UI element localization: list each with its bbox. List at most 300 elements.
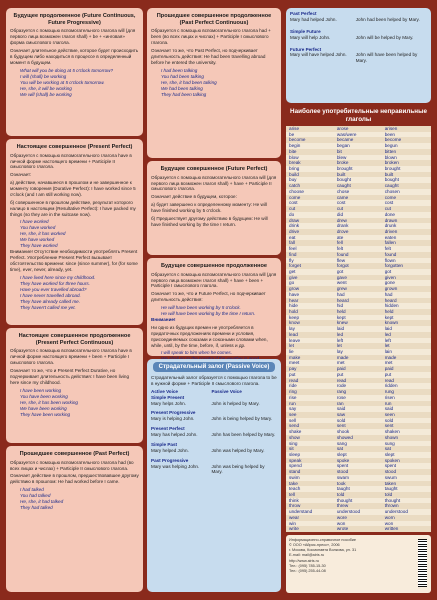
rule-text: Образуется с помощью вспомогательного глагола had (во всех лицах и числах) + Participle II смыслового глагола. [10,459,134,471]
passive-voice-header: Страдательный залог (Passive Voice) [153,362,275,372]
verb-participle: met [384,360,393,366]
verb-past: wore [336,514,347,520]
verb-past: bit [336,148,342,154]
verb-participle: driven [384,228,398,234]
verb-past: stood [336,469,349,475]
verb-infinitive: build [289,171,299,177]
verb-infinitive: read [289,377,299,383]
verb-infinitive: fly [289,257,294,263]
verb-participle: read [384,377,394,383]
verb-participle: sent [384,423,394,429]
publisher-info [286,535,431,593]
verb-past: fell [336,240,343,246]
verb-participle: built [384,171,394,177]
verb-infinitive: give [289,274,298,280]
verb-infinitive: cost [289,200,298,206]
verb-past: led [336,331,344,337]
verb-participle: won [384,520,394,526]
verb-past: was/were [336,131,357,137]
verb-infinitive: throw [289,503,301,509]
verb-past: found [336,251,349,257]
passive-example: John had been helped by Mary. [355,16,420,22]
example: You have been working [20,393,68,399]
footer-line: Тел.: (095) 255-44-08 [289,568,326,573]
example: I will (shall) be working [20,73,67,79]
attention-label: Внимание! [151,317,176,323]
verb-past: laid [336,326,345,332]
verb-participle: drunk [384,223,397,229]
verb-participle: bought [384,177,399,183]
footer-line: Тел.: (095) 785-15-30 [289,563,326,568]
verb-past: forgot [336,263,349,269]
rule-text: Образуется с помощью вспомогательного глагола have в личной форме настоящего времени + Participle II смыслового глагола. [10,152,132,170]
footer-line: © ООО «Айрис-пресс», 2006 [289,543,340,548]
verb-past: lay [336,349,343,355]
verb-past: bought [336,177,352,183]
verb-past: swam [336,474,349,480]
tense-label: Simple Present [151,394,185,400]
section-title: Будущее совершенное продолженное [161,263,267,269]
barcode-icon [418,539,427,587]
verb-infinitive: catch [289,183,301,189]
section-title: Прошедшее совершенное (Past Perfect) [19,451,130,457]
verb-participle: told [384,492,393,497]
passive-example: John will have been helped by Mary. [355,52,418,64]
verb-participle: found [384,251,397,257]
verb-past: put [336,371,344,377]
rule-text: Образуется с помощью вспомогательного глагола will (для первого лица возможен глагол shall) + have + Participle II смыслового глагола. [151,174,277,192]
verb-participle: shaken [384,429,400,435]
passive-example: John was helped by Mary. [211,447,265,453]
section-title: Настоящее совершенное (Present Perfect) [16,144,133,150]
verb-participle: kept [384,314,394,320]
verb-infinitive: break [289,160,301,166]
verb-past: felt [336,246,344,252]
verb-participle: laid [384,326,392,332]
verb-past: caught [336,183,351,189]
verb-participle: heard [384,297,397,303]
verb-participle: put [384,371,392,377]
irregular-verbs-list [286,126,431,532]
verb-participle: thought [384,497,401,503]
verb-participle: rung [384,389,394,395]
meaning-text: Означает то же, что и Present Perfect Durative, но подчеркивает длительность действия: I have been living here since my childhood. [10,368,130,385]
meaning-a: а) действие, начавшееся в прошлом и не завершенное к моменту говорения (Durative Perfect): I have worked since 5 o'clock (and I am still working now). [10,180,136,197]
verb-infinitive: tell [289,492,295,497]
meaning-label: Означает действие в будущем, которое: [151,194,237,200]
section-title: Будущее продолженное (Future Continuous, Future Progressive) [13,13,136,26]
verb-infinitive: speak [289,457,302,463]
passive-voice-panel [147,359,281,592]
verb-infinitive: feel [289,246,297,252]
footer-line: г. Москва, Космонавта Волкова, ул. 31 [289,548,357,553]
verb-past: understood [336,509,361,515]
present-perfect-continuous-panel [6,328,143,443]
verb-participle: given [384,274,396,280]
verb-past: took [336,480,346,486]
verb-past: left [336,337,344,343]
passive-voice-continued-panel [286,8,431,103]
example: I had been talking [161,67,198,73]
rule-text: Страдательный залог образуется с помощью глагола to be в нужной форме + Participle II смыслового глагола. [151,375,277,386]
verb-infinitive: put [289,371,296,377]
verb-past: ate [336,234,344,240]
verb-participle: come [384,194,397,200]
example: I have lived here since my childhood. [20,274,96,280]
example: I have worked [20,219,49,225]
verb-participle: taught [384,486,398,492]
verb-participle: become [384,137,402,143]
verb-past: read [336,377,347,383]
example: They have already called me. [20,298,81,304]
verb-participle: said [384,406,394,412]
verb-infinitive: arise [289,126,300,131]
verb-infinitive: find [289,251,297,257]
example: I have been working [20,387,62,393]
verb-infinitive: say [289,406,297,412]
col-header-active: Active Voice [151,388,178,394]
footer-line: Информационно-справочное пособие [289,538,357,542]
verb-infinitive: sit [289,446,294,452]
passive-example: John has been helped by Mary. [211,432,276,437]
example: Have you ever travelled abroad? [20,286,87,292]
past-perfect-continuous-panel [147,8,281,158]
verb-infinitive: wear [289,514,300,520]
verb-participle: sold [384,417,394,423]
verb-infinitive: sing [289,440,298,446]
verb-past: heard [336,297,349,303]
verb-participle: stood [384,469,397,475]
footer-line: http://www.airis.ru [289,558,319,563]
verb-infinitive: take [289,480,298,486]
verb-participle: sat [384,446,391,452]
verb-infinitive: pay [289,366,297,372]
verb-past: drove [336,228,349,234]
verb-past: brought [336,166,353,172]
active-example: Mary has helped John. [151,432,198,437]
rule-text: Образуется с помощью вспомогательного глагола will (для первого лица возможен глагол shall) + be + «инговая» форма смыслового глагола. [10,28,136,46]
verb-infinitive: eat [289,234,296,240]
example: You have worked [20,225,56,231]
attention-note: Ни одно из будущих времен не употребляется в придаточных предложениях времени и условия, присоединяемых союзами и союзными словами when, while, until, by the time, before, if, unless и др. [151,324,268,348]
verb-infinitive: keep [289,314,300,320]
voice-table-continued [290,11,427,64]
tense-label: Future Perfect [290,46,322,52]
verb-infinitive: buy [289,177,297,183]
verb-infinitive: drive [289,228,300,234]
verb-participle: written [384,526,399,532]
verb-past: blew [336,154,347,160]
passive-example: John is being helped by Mary. [211,416,273,422]
tense-label: Present Perfect [151,426,185,432]
example: You had talked [20,493,51,499]
future-continuous-panel [6,8,143,136]
verb-infinitive: show [289,434,300,440]
example: They had talked [20,505,53,511]
verb-infinitive: come [289,194,301,200]
verb-participle: let [384,343,390,349]
meaning-b: б) Предшествует другому действию в будущем: He will have finished working by the time I return. [151,215,268,227]
verb-participle: flown [384,257,396,263]
example: I had talked [20,487,44,493]
verb-past: paid [336,366,346,372]
verb-past: hid [336,303,344,309]
meaning-text: Означает то же, что и Future Perfect, но подчеркивает длительность действия: [151,291,266,303]
rule-text: Образуется с помощью вспомогательного глагола had + been (во всех лицах и числах) + Participle I смыслового глагола. [151,28,271,46]
verb-past: drank [336,223,349,229]
verb-past: told [336,492,345,497]
verb-past: wrote [336,526,349,532]
verb-past: grew [336,286,347,292]
verb-past: sat [336,446,344,452]
irregular-verbs-title: Наиболее употребительные неправильные глаголы [290,108,427,123]
verb-participle: taken [384,480,397,486]
verb-participle: paid [384,366,394,372]
verb-past: arose [336,126,349,131]
example: We have worked [20,237,55,243]
verb-infinitive: write [289,526,299,532]
verb-infinitive: ring [289,389,297,395]
verb-past: taught [336,486,350,492]
verb-participle: lain [384,349,392,355]
verb-participle: blown [384,154,397,160]
tense-label: Past Perfect [290,11,317,16]
active-example: Mary helps John. [151,400,186,406]
example: They have been working [20,411,71,417]
example: He will have been working by the time I return. [161,311,256,317]
verb-infinitive: leave [289,337,301,343]
verb-past: sold [336,417,346,423]
tense-label: Present Progressive [151,410,196,416]
verb-past: sang [336,440,347,446]
verb-infinitive: think [289,497,299,503]
verb-participle: begun [384,143,398,149]
example: He, she, it has been working [20,399,78,405]
verb-participle: worn [384,514,395,520]
verb-participle: chosen [384,188,400,194]
verb-past: slept [336,451,347,457]
verb-participle: caught [384,183,399,189]
verb-participle: broken [384,160,399,166]
verb-past: spoke [336,457,350,463]
verb-infinitive: grow [289,286,300,292]
past-perfect-panel [6,446,143,592]
passive-example: John was being helped by Mary. [211,463,265,475]
verb-participle: spent [384,463,397,469]
verb-past: said [336,406,346,412]
verb-past: showed [336,434,353,440]
active-example: Mary will have helped John. [290,52,347,58]
example: He will have been working by 5 o'clock. [161,305,241,311]
verb-participle: spoken [384,457,400,463]
example: We have been working [20,405,67,411]
rule-text: Образуется с помощью вспомогательного глагола have в личной форме настоящего времени + been + Participle I смыслового глагола. [10,348,132,366]
verb-infinitive: begin [289,143,301,149]
verb-infinitive: lead [289,331,298,337]
verb-infinitive: run [289,400,296,406]
verb-infinitive: make [289,354,301,360]
verb-participle: brought [384,166,401,172]
verb-participle: made [384,354,397,360]
voice-table [151,389,277,476]
verb-infinitive: drink [289,223,300,229]
verb-past: got [336,268,344,274]
verb-past: did [336,211,344,217]
verb-participle: drawn [384,217,398,223]
verb-participle: ridden [384,383,398,389]
verb-infinitive: ride [289,383,297,389]
verb-participle: eaten [384,234,397,240]
verb-infinitive: forget [289,263,301,269]
verb-infinitive: get [289,268,296,274]
example: I have never travelled abroad. [20,292,81,298]
verb-past: held [336,309,346,314]
verb-infinitive: go [289,280,295,286]
verb-past: built [336,171,346,177]
example: He, she, it had been talking [161,79,217,85]
verb-participle: been [384,131,396,137]
example: They have worked for three hours. [20,280,90,286]
verb-participle: bitten [384,148,397,154]
example: He, she, it had talked [20,499,64,505]
future-perfect-panel [147,161,281,255]
active-example: Mary had helped John. [290,16,337,22]
meaning-b: б) совершенное в прошлом действие, результат которого налицо в настоящем (Resultative Perfect): I have packed my things (so they are in the suitcase now). [10,199,136,217]
example: He, she, it will be working [20,85,72,91]
verb-participle: swum [384,474,397,480]
verb-infinitive: know [289,320,300,326]
example-question: What will you be doing at 5 o'clock tomorrow? [20,67,114,73]
verb-past: rang [336,389,347,395]
verb-past: let [336,343,342,349]
verb-infinitive: cut [289,206,296,212]
section-title: Настоящее совершенное продолженное (Present Perfect Continuous) [18,333,131,346]
verb-infinitive: do [289,211,295,217]
verb-infinitive: fall [289,240,295,246]
present-perfect-panel [6,139,143,325]
meaning-text: Означает действие в прошлом, предшествовавшее другому действию в прошлом: He had worked before I came. [10,473,139,485]
example: You had been talking [161,73,204,79]
verb-past: began [336,143,350,149]
verb-infinitive: have [289,291,300,297]
verb-row [286,526,431,532]
verb-past: met [336,360,345,366]
verb-infinitive: sleep [289,451,301,457]
example: They had been talking [161,91,207,97]
verb-participle: seen [384,411,395,417]
verb-past: became [336,137,354,143]
verb-past: saw [336,411,346,417]
verb-past: thought [336,497,353,503]
verb-participle: gone [384,280,396,286]
verb-past: threw [336,503,349,509]
verb-past: chose [336,188,350,194]
verb-participle: slept [384,451,395,457]
verb-participle: thrown [384,503,399,509]
verb-infinitive: see [289,411,297,417]
verb-participle: shown [384,434,399,440]
verb-infinitive: spend [289,463,302,469]
verb-past: ran [336,400,344,406]
verb-infinitive: rise [289,394,297,400]
verb-past: sent [336,423,346,429]
passive-example: John will be helped by Mary. [355,34,414,40]
verb-past: spent [336,463,349,469]
verb-past: cost [336,200,346,206]
verb-infinitive: blow [289,154,299,160]
attention-note: Внимание! Отсутствие необходимости употреблять Present Perfect. Употребление Present Perfect вызывает обстоятельство времени: since (since summer), for (for some time), ever, never, already, yet. [10,249,138,272]
verb-infinitive: lay [289,326,295,332]
verb-infinitive: bite [289,148,297,154]
section-title: Прошедшее совершенное продолженное (Past Perfect Continuous) [156,13,272,26]
active-example: Mary was helping John. [151,463,200,469]
meaning-text: Означает длительное действие, которое будет происходить в будущем либо находиться в процессе в определенный момент в будущем. [10,48,139,65]
verb-infinitive: draw [289,217,300,223]
example: We had been talking [161,85,203,91]
meaning-text: Означает то же, что Past Perfect, но подчеркивает длительность действия: He had been travelling abroad before he entered the university. [151,48,266,65]
example: We will (shall) be working [20,91,72,97]
verb-participle: risen [384,394,395,400]
verb-participle: done [384,211,396,217]
verb-infinitive: swim [289,474,300,480]
meaning-label: Означает: [10,172,32,178]
verb-past: rode [336,383,347,389]
tense-label: Simple Future [290,28,321,34]
verb-participle: led [384,331,391,337]
verb-past: broke [336,160,349,166]
verb-infinitive: hide [289,303,298,309]
verb-participle: run [384,400,392,406]
verb-infinitive: shake [289,429,302,435]
verb-participle: sung [384,440,395,446]
verb-infinitive: send [289,423,300,429]
verb-participle: fallen [384,240,396,246]
verb-past: won [336,520,346,526]
verb-participle: cost [384,200,394,206]
active-example: Mary helped John. [151,447,189,453]
verb-infinitive: understand [289,509,313,515]
col-header-passive: Passive Voice [211,388,242,394]
verb-past: kept [336,314,346,320]
section-title: Будущее совершенное (Future Perfect) [160,166,268,172]
verb-participle: grown [384,286,398,292]
active-example: Mary will help John. [290,34,331,40]
passive-example: John is helped by Mary. [211,400,260,406]
footer-line: E-mail: mail@airis.ru [289,553,325,558]
example: You will be working at 5 o'clock tomorrow. [20,79,105,85]
rule-text: Образуется с помощью вспомогательного глагола will (для первого лица возможен глагол shall) + have + been + Participle I смыслового глагола. [151,271,277,289]
verb-past: made [336,354,349,360]
verb-past: flew [336,257,346,263]
future-perfect-continuous-panel [147,258,281,356]
example: He, she, it has worked [20,231,66,237]
verb-participle: hidden [384,303,399,309]
verb-past: shook [336,429,350,435]
verb-infinitive: lie [289,349,294,355]
verb-participle: felt [384,246,391,252]
verb-past: cut [336,206,344,212]
verb-participle: held [384,309,394,314]
verb-participle: arisen [384,126,398,131]
verb-past: went [336,280,347,286]
verb-infinitive: stand [289,469,301,475]
verb-participle: understood [384,509,408,515]
verb-infinitive: teach [289,486,301,492]
verb-past: drew [336,217,347,223]
verb-participle: cut [384,206,391,212]
verb-infinitive: choose [289,188,304,194]
verb-participle: got [384,268,392,274]
